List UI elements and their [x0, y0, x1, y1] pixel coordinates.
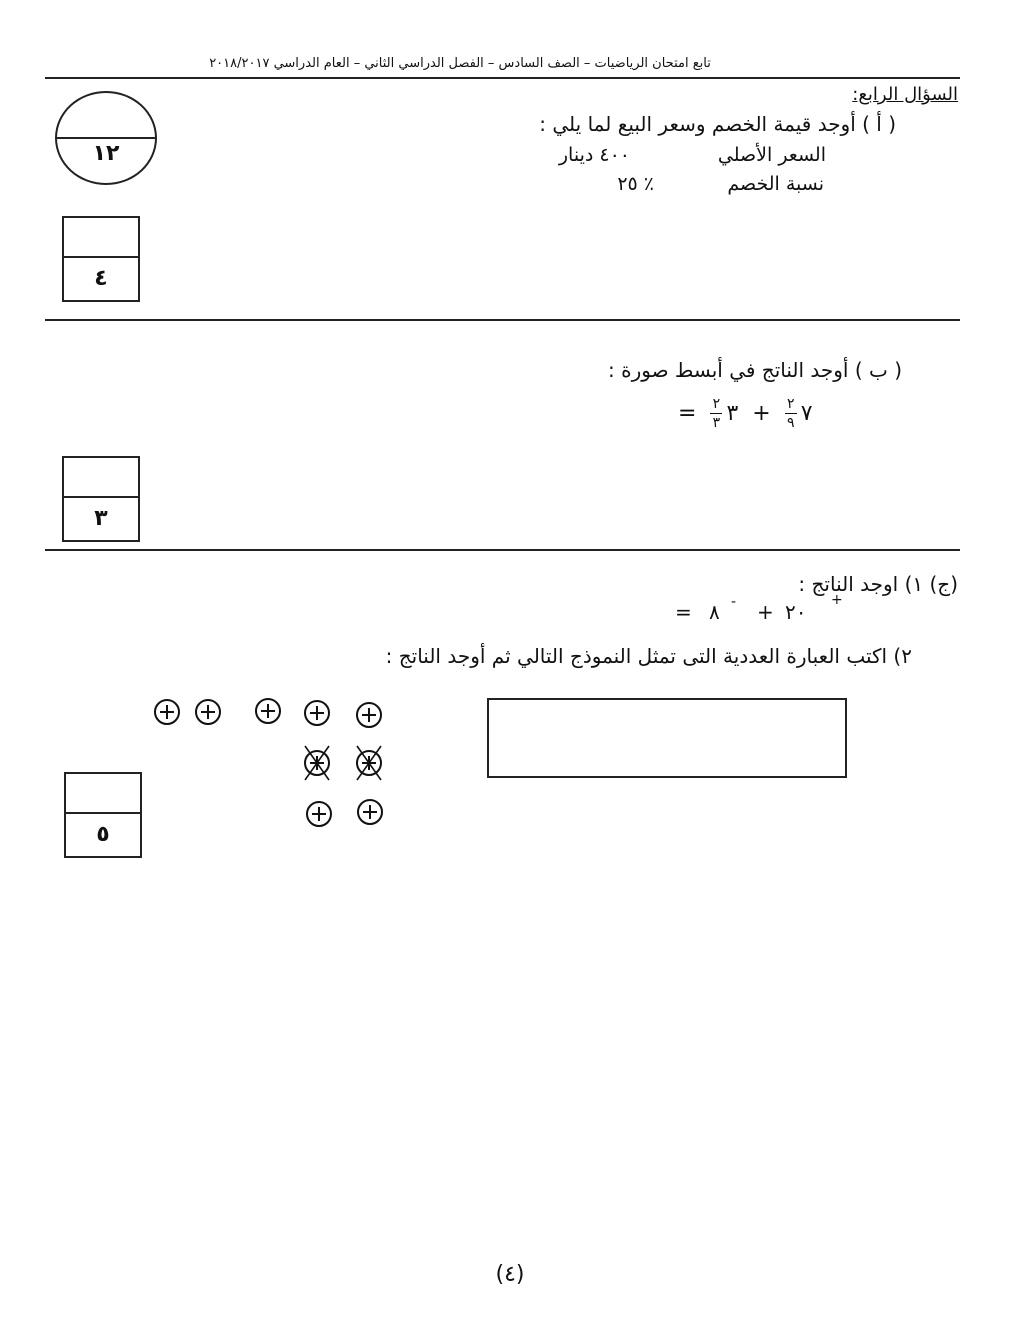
part-c-marks: ٥ [96, 822, 110, 847]
exam-header: تابع امتحان الرياضيات – الصف السادس – الفصل الدراسي الثاني – العام الدراسي ٢٠١٨/٢٠١٧ [209, 56, 711, 71]
question-title: السؤال الرابع: [852, 84, 958, 105]
expr-plus-operator: + [757, 600, 774, 624]
positive-counter-icon [251, 691, 285, 731]
part-c-prompt-2: ٢) اكتب العبارة العددية التى تمثل النموذج التالي ثم أوجد الناتج : [385, 644, 912, 668]
fraction-1-denominator: ٩ [786, 415, 795, 431]
expr-first-sign: + [831, 592, 843, 608]
crossed-positive-counter-icon [300, 743, 334, 783]
mixed-number-2-whole: ٣ [726, 401, 739, 426]
discount-value: ٢٥ ٪ [617, 173, 654, 195]
part-c-mark-box [64, 772, 142, 858]
fraction-2 [710, 396, 722, 431]
expr-first-number: ٢٠ [785, 600, 807, 624]
part-b-prompt: ( ب ) أوجد الناتج في أبسط صورة : [608, 358, 902, 382]
positive-counter-icon [302, 794, 336, 834]
mixed-number-1-whole: ٧ [800, 401, 813, 426]
positive-counter-icon [150, 692, 184, 732]
fraction-1-numerator: ٢ [786, 396, 795, 412]
part-b-marks: ٣ [94, 506, 108, 531]
positive-counter-icon [191, 692, 225, 732]
part-b-mark-box [62, 456, 140, 542]
plus-operator: + [752, 401, 771, 426]
part-b-expression [678, 396, 813, 431]
mixed-number-2 [710, 396, 738, 431]
positive-counter-icon [352, 695, 386, 735]
part-a-marks: ٤ [94, 266, 108, 291]
positive-counter-icon [300, 693, 334, 733]
section-divider-2 [45, 549, 960, 551]
expr-equals: = [675, 600, 692, 624]
original-price-label: السعر الأصلي [717, 144, 826, 166]
total-score-circle [55, 91, 157, 185]
section-divider-1 [45, 319, 960, 321]
fraction-2-numerator: ٢ [712, 396, 721, 412]
part-a-mark-box [62, 216, 140, 302]
discount-label: نسبة الخصم [727, 173, 824, 195]
total-score-value: ١٢ [92, 141, 120, 166]
answer-box[interactable] [487, 698, 847, 778]
crossed-positive-counter-icon [352, 743, 386, 783]
part-c-expression [675, 592, 845, 626]
part-c-prompt-1: (ج) ١) اوجد الناتج : [798, 572, 958, 596]
equals-sign: = [678, 401, 697, 426]
fraction-1 [785, 396, 797, 431]
expr-second-sign: - [731, 594, 737, 610]
part-a-prompt: ( أ ) أوجد قيمة الخصم وسعر البيع لما يلي : [539, 112, 896, 136]
positive-counter-icon [353, 792, 387, 832]
fraction-2-denominator: ٣ [712, 415, 721, 431]
page-number: (٤) [495, 1262, 525, 1287]
header-rule [45, 77, 960, 79]
expr-second-number: ٨ [709, 600, 720, 624]
mixed-number-1 [785, 396, 813, 431]
original-price-value: ٤٠٠ دينار [558, 144, 630, 166]
